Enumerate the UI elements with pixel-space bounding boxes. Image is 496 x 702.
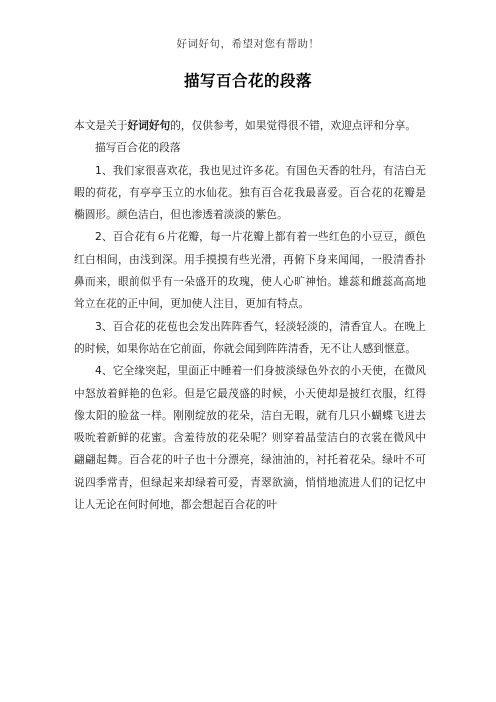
intro-keyword: 好词好句 xyxy=(127,119,171,132)
document-title: 描写百合花的段落 xyxy=(183,72,312,90)
intro-suffix: 的，仅供参考，如果觉得很不错，欢迎点评和分享。 xyxy=(170,119,417,132)
section-subtitle: 描写百合花的段落 xyxy=(95,141,181,155)
paragraph-2: 2、百合花有６片花瓣，每一片花瓣上都有着一些红色的小豆豆，颜色红白相间，由浅到深。用手摸摸有些光滑，再俯下身来闻闻，一股清香扑鼻而来，眼前似乎有一朵盛开的玫瑰，使人心旷神怡。雄蕊和雌蕊高高地耸立在花的正中间，更加使人注目，更加有特点。 xyxy=(74,230,426,311)
paragraph-3: 3、百合花的花苞也会发出阵阵香气，轻淡轻淡的，清香宜人。在晚上的时候，如果你站在它前面，你就会闻到阵阵清香，无不让人感到惬意。 xyxy=(74,319,426,355)
intro-paragraph xyxy=(74,115,426,137)
paragraph-4: 4、它全缘突起，里面正中睡着一们身披淡绿色外衣的小天使，在微风中怒放着鲜艳的色彩。但是它最茂盛的时候，小天使却是披红衣服，红得像太阳的脸盆一样。刚刚绽放的花朵，洁白无暇，就有几只小蝴蝶飞进去吸吮着新鲜的花蜜。含羞待放的花朵呢？则穿着晶莹洁白的衣裳在微风中翩翩起舞。百合花的叶子也十分漂亮，绿油油的，衬托着花朵。绿叶不可说四季常青，但绿起来却绿着可爱，青翠欲滴，悄悄地流进人们的记忆中让人无论在何时何地，都会想起百合花的叶 xyxy=(74,364,426,512)
paragraph-1: 1、我们家很喜欢花，我也见过许多花。有国色天香的牡丹，有洁白无暇的荷花，有亭亭玉立的水仙花。独有百合花我最喜爱。百合花的花瓣是椭圆形。颜色洁白，但也渗透着淡淡的紫色。 xyxy=(74,163,426,222)
document-body xyxy=(74,115,426,516)
header-note: 好词好句，希望对您有帮助！ xyxy=(176,38,320,50)
intro-prefix: 本文是关于 xyxy=(74,119,128,132)
